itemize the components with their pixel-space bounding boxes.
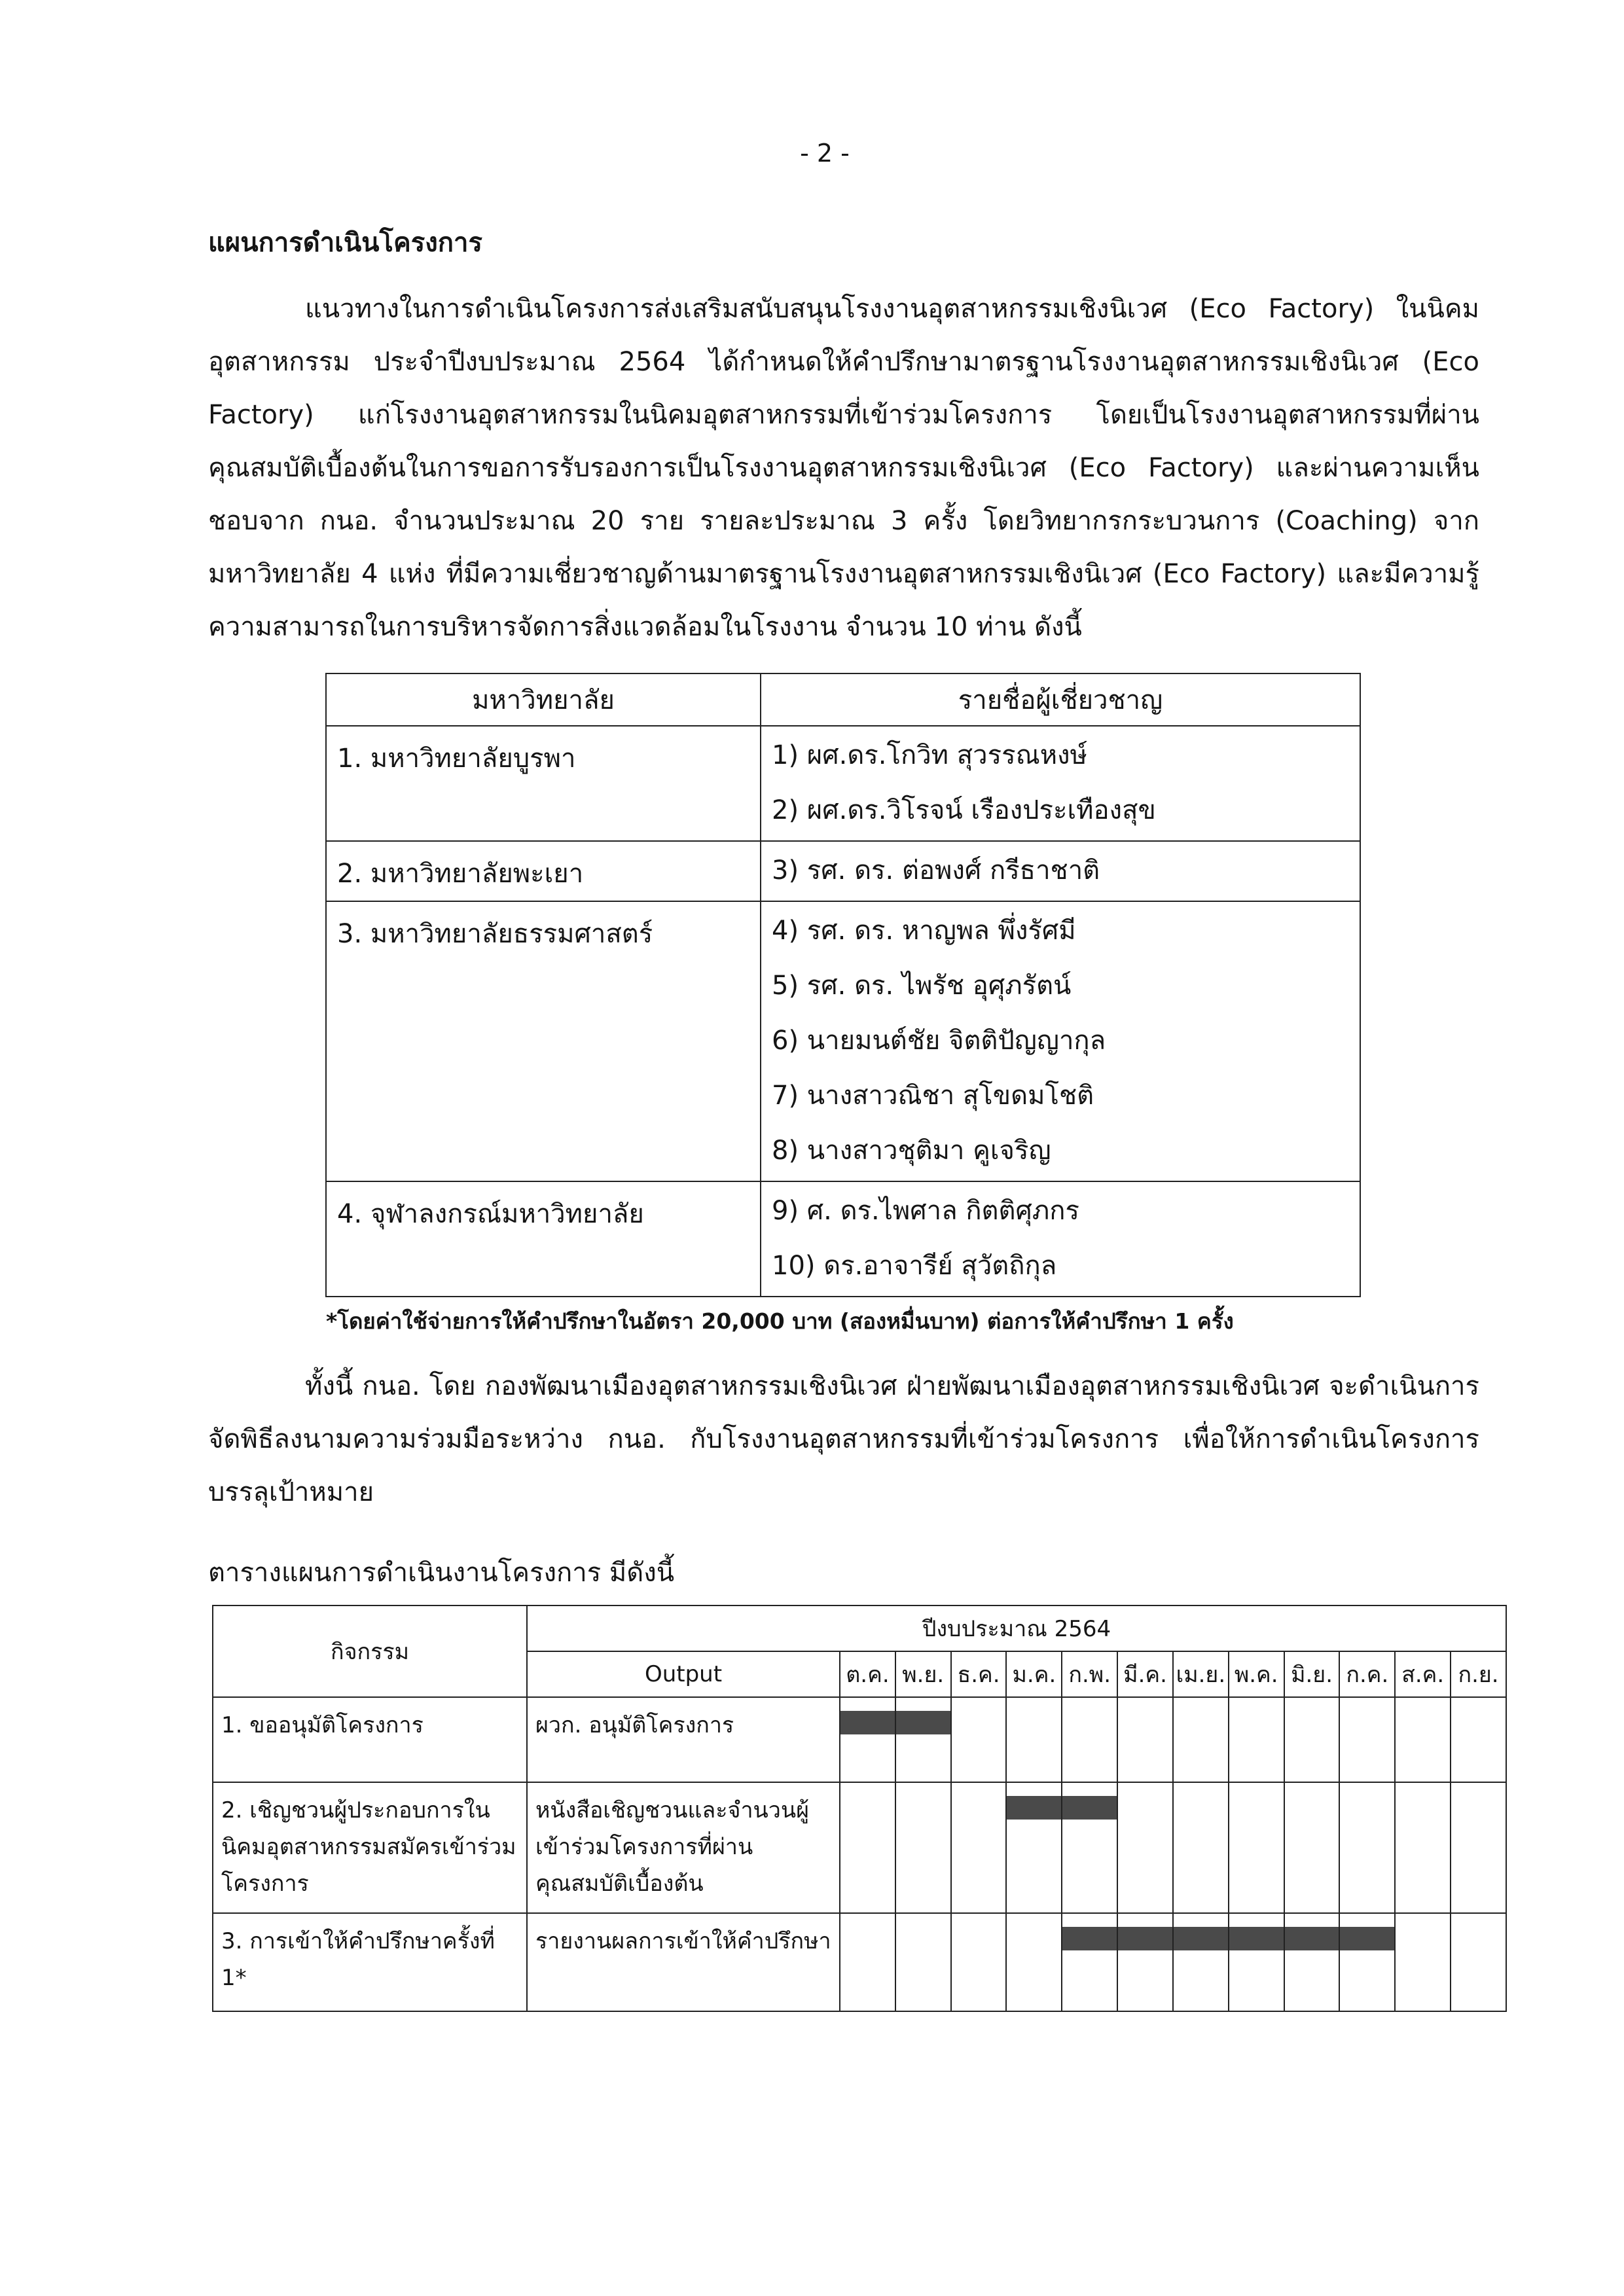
month-header: ธ.ค. (951, 1651, 1007, 1697)
gantt-bar (840, 1711, 895, 1734)
month-cell (1451, 1782, 1506, 1913)
month-cell (1395, 1782, 1451, 1913)
expert-name: 3) รศ. ดร. ต่อพงศ์ กรีธาชาติ (772, 855, 1100, 886)
month-cell (1062, 1782, 1117, 1913)
expert-name: 7) นางสาวณิชา สุโขดมโชติ (772, 1081, 1094, 1111)
month-cell (1229, 1782, 1284, 1913)
month-cell (1117, 1782, 1173, 1913)
month-cell (951, 1782, 1007, 1913)
schedule-title: ตารางแผนการดำเนินงานโครงการ มีดังนี้ (208, 1558, 675, 1588)
table-row (326, 901, 1360, 1181)
month-header: ก.ย. (1451, 1651, 1506, 1697)
expert-name: 9) ศ. ดร.ไพศาล กิตติศุภกร (772, 1196, 1079, 1226)
month-cell (1173, 1782, 1229, 1913)
expert-table-header-row (326, 673, 1360, 726)
month-header: มิ.ย. (1284, 1651, 1340, 1697)
gantt-bar (1118, 1927, 1172, 1950)
expert-names-cell (761, 841, 1360, 901)
month-cell (895, 1913, 951, 2011)
expert-name: 2) ผศ.ดร.วิโรจน์ เรืองประเทืองสุข (772, 795, 1156, 825)
month-cell (840, 1913, 895, 2011)
activity-cell: 3. การเข้าให้คำปรึกษาครั้งที่ 1* (213, 1913, 527, 2011)
table-row (326, 841, 1360, 901)
expert-column-header: รายชื่อผู้เชี่ยวชาญ (761, 673, 1360, 726)
university-column-header: มหาวิทยาลัย (326, 673, 761, 726)
month-header: พ.ค. (1229, 1651, 1284, 1697)
university-cell: 4. จุฬาลงกรณ์มหาวิทยาลัย (326, 1181, 761, 1297)
gantt-bar (1174, 1927, 1228, 1950)
month-cell (1339, 1913, 1395, 2011)
output-header: Output (527, 1651, 840, 1697)
month-cell (840, 1782, 895, 1913)
expert-name: 6) นายมนต์ชัย จิตติปัญญากุล (772, 1026, 1106, 1056)
activity-cell: 2. เชิญชวนผู้ประกอบการในนิคมอุตสาหกรรมสมัครเข้าร่วมโครงการ (213, 1782, 527, 1913)
month-header: ก.ค. (1339, 1651, 1395, 1697)
gantt-bar (896, 1711, 950, 1734)
month-cell (1339, 1782, 1395, 1913)
page-number: - 2 - (800, 139, 850, 168)
university-cell: 3. มหาวิทยาลัยธรรมศาสตร์ (326, 901, 761, 1181)
schedule-row (213, 1782, 1506, 1913)
schedule-row (213, 1913, 1506, 2011)
month-cell (1006, 1913, 1062, 2011)
output-cell: รายงานผลการเข้าให้คำปรึกษา (527, 1913, 840, 2011)
month-cell (1339, 1697, 1395, 1782)
month-cell (1229, 1913, 1284, 2011)
month-header: พ.ย. (895, 1651, 951, 1697)
month-header: ต.ค. (840, 1651, 895, 1697)
month-cell (1284, 1913, 1340, 2011)
schedule-row (213, 1697, 1506, 1782)
activity-cell: 1. ขออนุมัติโครงการ (213, 1697, 527, 1782)
expert-name: 5) รศ. ดร. ไพรัช อุศุภรัตน์ (772, 971, 1072, 1001)
schedule-table (212, 1605, 1507, 2012)
month-cell (951, 1697, 1007, 1782)
expert-name: 10) ดร.อาจารีย์ สุวัตถิกุล (772, 1251, 1057, 1281)
fiscal-year-header: ปีงบประมาณ 2564 (527, 1605, 1506, 1651)
gantt-bar (1062, 1927, 1117, 1950)
month-cell (1117, 1697, 1173, 1782)
month-cell (1451, 1697, 1506, 1782)
month-cell (1062, 1697, 1117, 1782)
month-cell (951, 1913, 1007, 2011)
month-cell (1395, 1913, 1451, 2011)
month-cell (895, 1697, 951, 1782)
month-cell (840, 1697, 895, 1782)
expert-name: 1) ผศ.ดร.โกวิท สุวรรณหงษ์ (772, 740, 1087, 770)
fee-footnote: *โดยค่าใช้จ่ายการให้คำปรึกษาในอัตรา 20,000 บาท (สองหมื่นบาท) ต่อการให้คำปรึกษา 1 ครั้ง (326, 1308, 1234, 1334)
month-header: ม.ค. (1006, 1651, 1062, 1697)
gantt-bar (1007, 1796, 1061, 1820)
expert-name: 4) รศ. ดร. หาญพล พึ่งรัศมี (772, 916, 1076, 946)
month-header: เม.ย. (1173, 1651, 1229, 1697)
month-header: ส.ค. (1395, 1651, 1451, 1697)
month-cell (1229, 1697, 1284, 1782)
mou-paragraph: ทั้งนี้ กนอ. โดย กองพัฒนาเมืองอุตสาหกรรมเชิงนิเวศ ฝ่ายพัฒนาเมืองอุตสาหกรรมเชิงนิเวศ จะดำเนินการจัดพิธีลงนามความร่วมมือระหว่าง กนอ. กับโรงงานอุตสาหกรรมที่เข้าร่วมโครงการ เพื่อให้การดำเนินโครงการบรรลุเป้าหมาย (208, 1371, 1479, 1507)
month-cell (1173, 1913, 1229, 2011)
table-row (326, 1181, 1360, 1297)
schedule-header-row-1 (213, 1605, 1506, 1651)
expert-name: 8) นางสาวชุติมา คูเจริญ (772, 1136, 1051, 1166)
month-cell (895, 1782, 951, 1913)
section-heading: แผนการดำเนินโครงการ (208, 228, 482, 258)
expert-names-cell (761, 901, 1360, 1181)
month-cell (1006, 1697, 1062, 1782)
month-cell (1395, 1697, 1451, 1782)
month-cell (1284, 1697, 1340, 1782)
month-cell (1006, 1782, 1062, 1913)
output-cell: ผวก. อนุมัติโครงการ (527, 1697, 840, 1782)
table-row (326, 726, 1360, 841)
month-cell (1284, 1782, 1340, 1913)
month-cell (1173, 1697, 1229, 1782)
gantt-bar (1229, 1927, 1284, 1950)
month-cell (1062, 1913, 1117, 2011)
month-cell (1451, 1913, 1506, 2011)
output-cell: หนังสือเชิญชวนและจำนวนผู้เข้าร่วมโครงการที่ผ่านคุณสมบัติเบื้องต้น (527, 1782, 840, 1913)
expert-names-cell (761, 1181, 1360, 1297)
expert-names-cell (761, 726, 1360, 841)
month-cell (1117, 1913, 1173, 2011)
month-header: ก.พ. (1062, 1651, 1117, 1697)
expert-table (325, 673, 1361, 1297)
university-cell: 2. มหาวิทยาลัยพะเยา (326, 841, 761, 901)
gantt-bar (1285, 1927, 1339, 1950)
gantt-bar (1340, 1927, 1394, 1950)
intro-paragraph: แนวทางในการดำเนินโครงการส่งเสริมสนับสนุนโรงงานอุตสาหกรรมเชิงนิเวศ (Eco Factory) ในนิคมอุตสาหกรรม ประจำปีงบประมาณ 2564 ได้กำหนดให้คำปรึกษามาตรฐานโรงงานอุตสาหกรรมเชิงนิเวศ (Eco Factory) แก่โรงงานอุตสาหกรรมในนิคมอุตสาหกรรมที่เข้าร่วมโครงการ โดยเป็นโรงงานอุตสาหกรรมที่ผ่านคุณสมบัติเบื้องต้นในการขอการรับรองการเป็นโรงงานอุตสาหกรรมเชิงนิเวศ (Eco Factory) และผ่านความเห็นชอบจาก กนอ. จำนวนประมาณ 20 ราย รายละประมาณ 3 ครั้ง โดยวิทยากรกระบวนการ (Coaching) จากมหาวิทยาลัย 4 แห่ง ที่มีความเชี่ยวชาญด้านมาตรฐานโรงงานอุตสาหกรรมเชิงนิเวศ (Eco Factory) และมีความรู้ความสามารถในการบริหารจัดการสิ่งแวดล้อมในโรงงาน จำนวน 10 ท่าน ดังนี้ (208, 294, 1480, 642)
university-cell: 1. มหาวิทยาลัยบูรพา (326, 726, 761, 841)
activity-header: กิจกรรม (213, 1605, 527, 1697)
month-header: มี.ค. (1117, 1651, 1173, 1697)
gantt-bar (1062, 1796, 1117, 1820)
